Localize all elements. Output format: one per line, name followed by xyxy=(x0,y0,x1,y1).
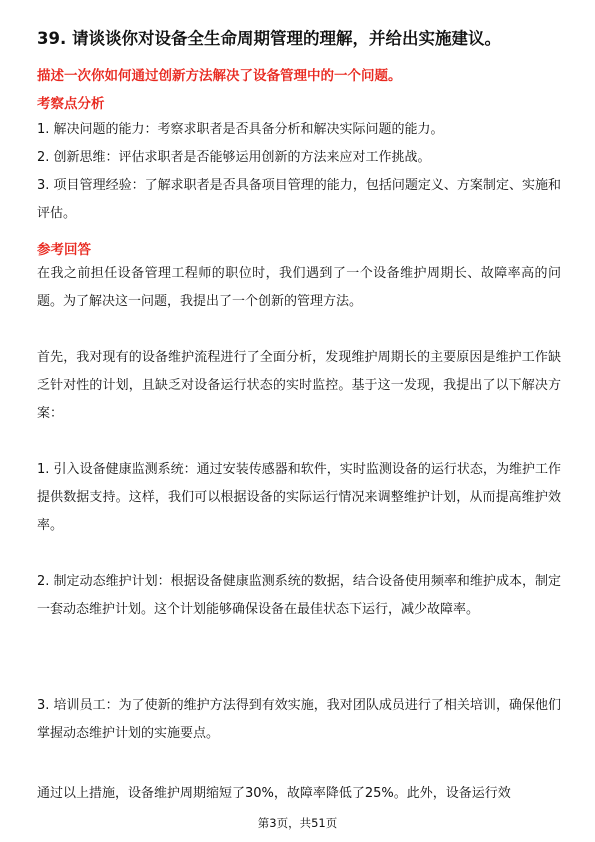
page-number: 第3页，共51页 xyxy=(257,816,338,830)
answer-paragraph: 3. 培训员工：为了使新的维护方法得到有效实施，我对团队成员进行了相关培训，确保他们掌握动态维护计划的实施要点。 xyxy=(37,698,561,741)
analysis-heading: 考察点分析 xyxy=(37,96,105,112)
sub-question: 描述一次你如何通过创新方法解决了设备管理中的一个问题。 xyxy=(37,68,402,84)
analysis-point: 1. 解决问题的能力：考察求职者是否具备分析和解决实际问题的能力。 xyxy=(37,122,444,137)
analysis-point: 3. 项目管理经验：了解求职者是否具备项目管理的能力，包括问题定义、方案制定、实施和评估。 xyxy=(37,178,561,221)
answer-paragraph: 1. 引入设备健康监测系统：通过安装传感器和软件，实时监测设备的运行状态，为维护工作提供数据支持。这样，我们可以根据设备的实际运行情况来调整维护计划，从而提高维护效率。 xyxy=(37,462,561,533)
answer-paragraph: 通过以上措施，设备维护周期缩短了30%，故障率降低了25%。此外，设备运行效 xyxy=(37,786,511,801)
answer-paragraph: 2. 制定动态维护计划：根据设备健康监测系统的数据，结合设备使用频率和维护成本，制定一套动态维护计划。这个计划能够确保设备在最佳状态下运行，减少故障率。 xyxy=(37,574,561,617)
answer-paragraph: 首先，我对现有的设备维护流程进行了全面分析，发现维护周期长的主要原因是维护工作缺乏针对性的计划，且缺乏对设备运行状态的实时监控。基于这一发现，我提出了以下解决方案： xyxy=(37,350,561,421)
question-title: 39. 请谈谈你对设备全生命周期管理的理解，并给出实施建议。 xyxy=(37,29,501,48)
answer-heading: 参考回答 xyxy=(37,242,91,258)
analysis-point: 2. 创新思维：评估求职者是否能够运用创新的方法来应对工作挑战。 xyxy=(37,150,431,165)
answer-paragraph: 在我之前担任设备管理工程师的职位时，我们遇到了一个设备维护周期长、故障率高的问题。为了解决这一问题，我提出了一个创新的管理方法。 xyxy=(37,266,561,309)
